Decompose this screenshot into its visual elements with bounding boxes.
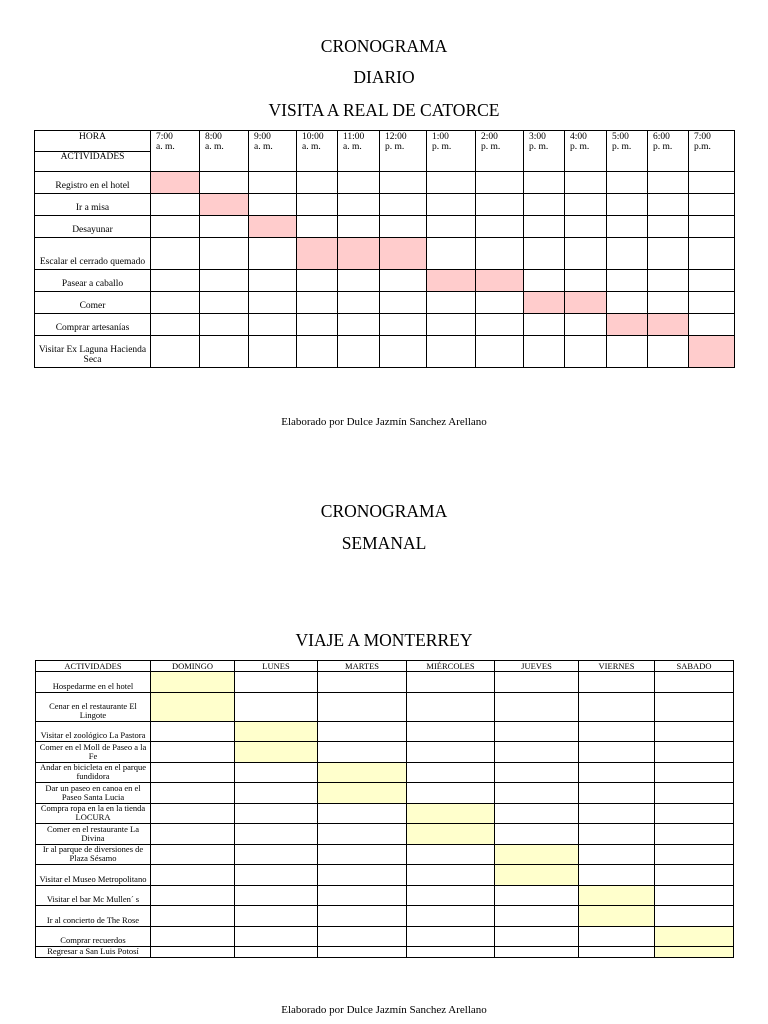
empty-day (235, 927, 318, 947)
daily-credit: Elaborado por Dulce Jazmín Sanchez Arellano (281, 416, 487, 428)
empty-day (495, 672, 579, 693)
scheduled-slot (476, 270, 524, 292)
empty-slot (689, 292, 735, 314)
empty-slot (338, 292, 380, 314)
empty-day (655, 824, 734, 845)
empty-slot (338, 314, 380, 336)
empty-slot (380, 314, 427, 336)
empty-day (235, 865, 318, 886)
activity-name: Comer en el Moll de Paseo a la Fe (36, 742, 151, 763)
empty-slot (689, 216, 735, 238)
empty-day (407, 672, 495, 693)
empty-day (318, 865, 407, 886)
empty-day (151, 845, 235, 865)
scheduled-day (579, 886, 655, 906)
empty-day (407, 845, 495, 865)
empty-slot (427, 292, 476, 314)
scheduled-day (318, 763, 407, 783)
scheduled-day (495, 845, 579, 865)
day-header: DOMINGO (151, 661, 235, 672)
empty-day (495, 886, 579, 906)
scheduled-slot (151, 172, 200, 194)
empty-day (151, 947, 235, 958)
empty-slot (607, 216, 648, 238)
empty-slot (200, 270, 249, 292)
empty-day (579, 804, 655, 824)
time-header: 3:00 p. m. (524, 131, 565, 172)
scheduled-day (655, 947, 734, 958)
empty-day (407, 783, 495, 804)
empty-day (235, 763, 318, 783)
day-header: LUNES (235, 661, 318, 672)
empty-day (655, 742, 734, 763)
empty-slot (476, 238, 524, 270)
scheduled-day (151, 693, 235, 722)
empty-day (151, 886, 235, 906)
empty-slot (476, 216, 524, 238)
time-header: 7:00 a. m. (151, 131, 200, 172)
empty-slot (689, 270, 735, 292)
empty-day (655, 865, 734, 886)
table-row (36, 672, 734, 693)
empty-day (579, 824, 655, 845)
scheduled-slot (648, 314, 689, 336)
table-row (35, 172, 735, 194)
empty-slot (249, 270, 297, 292)
weekly-schedule-table (35, 660, 734, 958)
activity-name: Regresar a San Luis Potosí (36, 947, 151, 958)
scheduled-day (495, 865, 579, 886)
empty-slot (151, 270, 200, 292)
activity-name: Registro en el hotel (35, 172, 151, 194)
empty-slot (338, 172, 380, 194)
empty-slot (200, 238, 249, 270)
table-row (36, 947, 734, 958)
empty-day (495, 824, 579, 845)
activity-name: Escalar el cerrado quemado (35, 238, 151, 270)
empty-day (318, 947, 407, 958)
weekly-title: CRONOGRAMA (320, 501, 448, 521)
empty-slot (524, 194, 565, 216)
empty-slot (476, 172, 524, 194)
table-row (36, 722, 734, 742)
empty-slot (297, 194, 338, 216)
empty-day (318, 906, 407, 927)
table-row (36, 927, 734, 947)
empty-slot (689, 238, 735, 270)
empty-slot (338, 270, 380, 292)
weekly-credit: Elaborado por Dulce Jazmín Sanchez Arellano (281, 1004, 487, 1016)
activity-name: Comer (35, 292, 151, 314)
empty-day (579, 845, 655, 865)
empty-slot (151, 314, 200, 336)
empty-slot (689, 314, 735, 336)
scheduled-day (235, 742, 318, 763)
empty-slot (607, 336, 648, 368)
activity-name: Comprar recuerdos (36, 927, 151, 947)
empty-day (318, 845, 407, 865)
empty-day (655, 763, 734, 783)
empty-slot (648, 238, 689, 270)
empty-slot (151, 238, 200, 270)
empty-day (235, 783, 318, 804)
scheduled-slot (689, 336, 735, 368)
empty-slot (565, 336, 607, 368)
time-header: 12:00 p. m. (380, 131, 427, 172)
empty-slot (524, 216, 565, 238)
empty-day (655, 783, 734, 804)
time-header: 2:00 p. m. (476, 131, 524, 172)
time-header: 6:00 p. m. (648, 131, 689, 172)
scheduled-slot (249, 216, 297, 238)
empty-slot (607, 238, 648, 270)
empty-slot (338, 336, 380, 368)
scheduled-slot (565, 292, 607, 314)
table-row (36, 906, 734, 927)
empty-slot (427, 194, 476, 216)
empty-day (151, 804, 235, 824)
empty-day (655, 845, 734, 865)
empty-day (579, 865, 655, 886)
empty-day (655, 722, 734, 742)
empty-slot (338, 194, 380, 216)
scheduled-slot (200, 194, 249, 216)
activity-name: Ir al parque de diversiones de Plaza Sésamo (36, 845, 151, 865)
empty-slot (648, 216, 689, 238)
table-row (36, 824, 734, 845)
empty-day (151, 763, 235, 783)
empty-day (407, 927, 495, 947)
table-row (36, 763, 734, 783)
empty-slot (380, 292, 427, 314)
activity-name: Dar un paseo en canoa en el Paseo Santa Lucia (36, 783, 151, 804)
scheduled-day (655, 927, 734, 947)
scheduled-day (151, 672, 235, 693)
day-header: VIERNES (579, 661, 655, 672)
empty-day (495, 742, 579, 763)
activity-name: Comprar artesanías (35, 314, 151, 336)
time-header: 8:00 a. m. (200, 131, 249, 172)
time-header: 9:00 a. m. (249, 131, 297, 172)
activity-name: Visitar el Museo Metropolitano (36, 865, 151, 886)
empty-slot (380, 336, 427, 368)
empty-day (407, 693, 495, 722)
empty-slot (565, 216, 607, 238)
empty-slot (297, 270, 338, 292)
empty-slot (476, 194, 524, 216)
scheduled-day (235, 722, 318, 742)
empty-slot (427, 314, 476, 336)
empty-slot (565, 172, 607, 194)
day-header: MIÉRCOLES (407, 661, 495, 672)
empty-slot (297, 172, 338, 194)
activity-name: Comer en el restaurante La Divina (36, 824, 151, 845)
day-header: MARTES (318, 661, 407, 672)
table-row (36, 845, 734, 865)
empty-slot (249, 172, 297, 194)
empty-day (151, 742, 235, 763)
empty-slot (565, 270, 607, 292)
empty-day (235, 693, 318, 722)
empty-day (318, 927, 407, 947)
empty-slot (297, 314, 338, 336)
table-row (35, 314, 735, 336)
empty-slot (607, 270, 648, 292)
scheduled-day (579, 906, 655, 927)
empty-day (407, 742, 495, 763)
empty-day (318, 886, 407, 906)
table-row (35, 194, 735, 216)
daily-title: CRONOGRAMA (320, 36, 448, 56)
empty-slot (524, 314, 565, 336)
empty-day (495, 763, 579, 783)
activity-name: Cenar en el restaurante El Lingote (36, 693, 151, 722)
empty-day (407, 947, 495, 958)
empty-slot (427, 238, 476, 270)
empty-day (407, 886, 495, 906)
empty-slot (565, 194, 607, 216)
empty-day (318, 804, 407, 824)
empty-slot (249, 314, 297, 336)
activity-name: Visitar el bar Mc Mullen´ s (36, 886, 151, 906)
empty-day (495, 804, 579, 824)
empty-slot (249, 194, 297, 216)
empty-slot (648, 194, 689, 216)
hora-header: HORA (35, 131, 151, 152)
empty-day (579, 722, 655, 742)
empty-slot (151, 194, 200, 216)
empty-slot (249, 292, 297, 314)
daily-subtitle: DIARIO (353, 67, 415, 87)
empty-day (151, 906, 235, 927)
header-row (36, 661, 734, 672)
empty-slot (427, 336, 476, 368)
empty-day (318, 824, 407, 845)
empty-slot (524, 238, 565, 270)
weekly-trip-title: VIAJE A MONTERREY (295, 630, 473, 650)
empty-slot (200, 216, 249, 238)
empty-day (579, 927, 655, 947)
empty-slot (200, 336, 249, 368)
empty-slot (380, 270, 427, 292)
empty-day (655, 804, 734, 824)
empty-slot (524, 336, 565, 368)
empty-slot (297, 292, 338, 314)
empty-slot (648, 172, 689, 194)
empty-day (655, 906, 734, 927)
time-header: 7:00 p.m. (689, 131, 735, 172)
empty-slot (648, 292, 689, 314)
empty-slot (565, 238, 607, 270)
scheduled-slot (380, 238, 427, 270)
empty-day (318, 693, 407, 722)
empty-slot (476, 292, 524, 314)
empty-day (151, 783, 235, 804)
empty-day (579, 947, 655, 958)
empty-slot (249, 336, 297, 368)
empty-day (655, 693, 734, 722)
empty-day (579, 742, 655, 763)
empty-day (655, 672, 734, 693)
activity-name: Ir a misa (35, 194, 151, 216)
scheduled-day (318, 783, 407, 804)
empty-day (495, 947, 579, 958)
table-row (35, 336, 735, 368)
empty-slot (476, 336, 524, 368)
empty-day (235, 886, 318, 906)
empty-slot (151, 336, 200, 368)
empty-slot (427, 216, 476, 238)
empty-slot (297, 216, 338, 238)
table-row (36, 783, 734, 804)
day-header: SABADO (655, 661, 734, 672)
activity-name: Ir al concierto de The Rose (36, 906, 151, 927)
empty-slot (689, 172, 735, 194)
empty-day (407, 865, 495, 886)
activities-header: ACTIVIDADES (36, 661, 151, 672)
table-row (35, 292, 735, 314)
empty-slot (689, 194, 735, 216)
scheduled-slot (427, 270, 476, 292)
empty-slot (297, 336, 338, 368)
activity-name: Visitar Ex Laguna Hacienda Seca (35, 336, 151, 368)
table-row (36, 865, 734, 886)
empty-slot (607, 172, 648, 194)
scheduled-day (407, 824, 495, 845)
empty-slot (524, 172, 565, 194)
empty-day (235, 947, 318, 958)
empty-day (407, 763, 495, 783)
empty-slot (607, 292, 648, 314)
table-row (36, 693, 734, 722)
empty-slot (200, 314, 249, 336)
empty-slot (151, 292, 200, 314)
activity-name: Pasear a caballo (35, 270, 151, 292)
empty-day (235, 906, 318, 927)
empty-day (407, 906, 495, 927)
daily-schedule-table (34, 130, 735, 368)
table-row (36, 886, 734, 906)
table-row (35, 216, 735, 238)
empty-day (495, 927, 579, 947)
empty-day (151, 824, 235, 845)
empty-day (318, 722, 407, 742)
time-header: 4:00 p. m. (565, 131, 607, 172)
activity-name: Compra ropa en la en la tienda LOCURA (36, 804, 151, 824)
empty-slot (476, 314, 524, 336)
activity-name: Andar en bicicleta en el parque fundidora (36, 763, 151, 783)
activity-name: Desayunar (35, 216, 151, 238)
scheduled-slot (338, 238, 380, 270)
weekly-subtitle: SEMANAL (341, 533, 427, 553)
empty-day (151, 927, 235, 947)
empty-day (579, 672, 655, 693)
empty-day (579, 693, 655, 722)
scheduled-slot (524, 292, 565, 314)
empty-slot (427, 172, 476, 194)
empty-day (655, 886, 734, 906)
empty-day (151, 865, 235, 886)
empty-slot (524, 270, 565, 292)
activity-name: Hospedarme en el hotel (36, 672, 151, 693)
empty-day (235, 824, 318, 845)
empty-day (579, 783, 655, 804)
empty-day (318, 672, 407, 693)
daily-trip-title: VISITA A REAL DE CATORCE (268, 100, 500, 120)
empty-day (318, 742, 407, 763)
empty-slot (200, 172, 249, 194)
activities-header: ACTIVIDADES (35, 152, 151, 172)
time-header: 1:00 p. m. (427, 131, 476, 172)
table-row (35, 238, 735, 270)
empty-slot (338, 216, 380, 238)
empty-day (495, 906, 579, 927)
empty-slot (607, 194, 648, 216)
table-row (36, 804, 734, 824)
empty-day (235, 804, 318, 824)
empty-slot (380, 172, 427, 194)
empty-day (235, 845, 318, 865)
time-header: 10:00 a. m. (297, 131, 338, 172)
empty-slot (151, 216, 200, 238)
empty-day (151, 722, 235, 742)
empty-slot (249, 238, 297, 270)
empty-slot (648, 336, 689, 368)
empty-day (495, 722, 579, 742)
day-header: JUEVES (495, 661, 579, 672)
scheduled-day (407, 804, 495, 824)
empty-day (235, 672, 318, 693)
empty-slot (380, 216, 427, 238)
time-header: 11:00 a. m. (338, 131, 380, 172)
table-row (36, 742, 734, 763)
empty-day (579, 763, 655, 783)
empty-day (495, 783, 579, 804)
empty-slot (380, 194, 427, 216)
empty-day (495, 693, 579, 722)
scheduled-slot (297, 238, 338, 270)
activity-name: Visitar el zoológico La Pastora (36, 722, 151, 742)
empty-slot (565, 314, 607, 336)
time-header: 5:00 p. m. (607, 131, 648, 172)
empty-day (407, 722, 495, 742)
empty-slot (200, 292, 249, 314)
table-row (35, 270, 735, 292)
empty-slot (648, 270, 689, 292)
scheduled-slot (607, 314, 648, 336)
